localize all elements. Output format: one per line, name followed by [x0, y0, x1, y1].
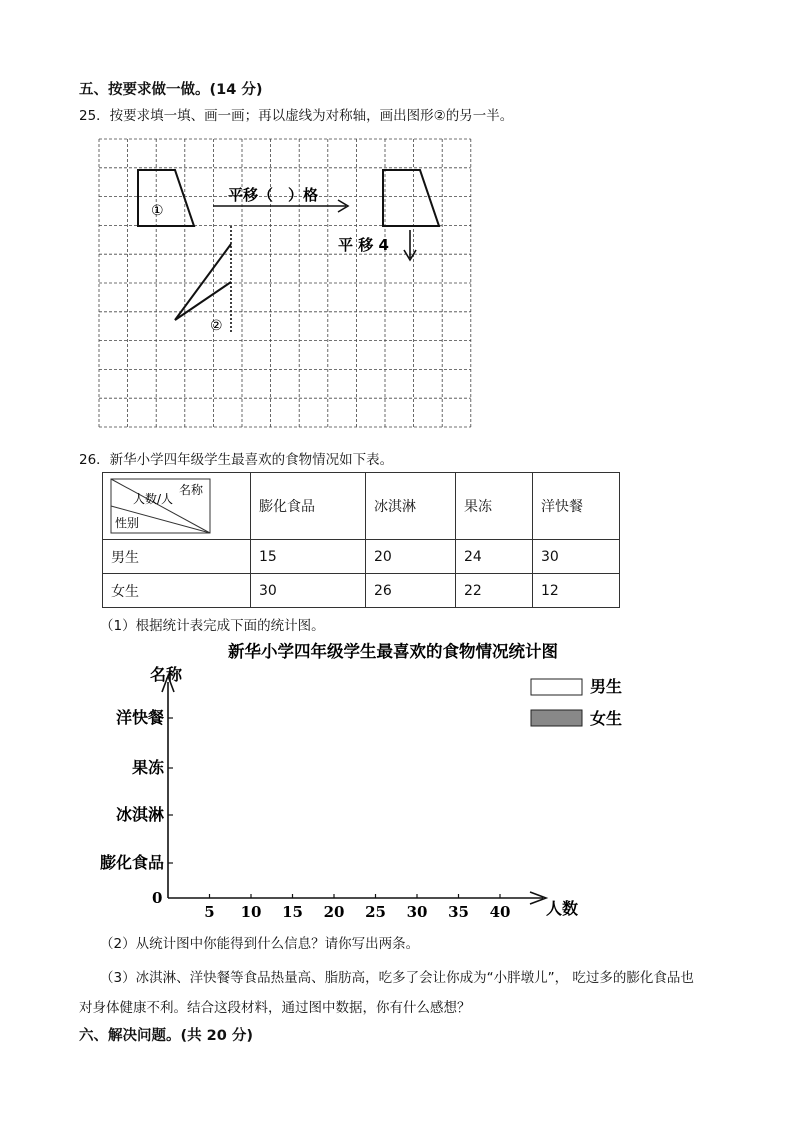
- diag-mid-label: 人数/人: [133, 492, 174, 506]
- diag-bottom-label: 性别: [115, 516, 140, 530]
- y-category-label: 膨化食品: [99, 853, 164, 872]
- translation-grid: [98, 138, 478, 432]
- x-tick-label: 35: [448, 903, 469, 921]
- trapezoid-shape-translated: [383, 170, 439, 226]
- column-header: 果冻: [456, 473, 533, 540]
- y-category-label: 洋快餐: [115, 708, 164, 727]
- table-row: [103, 540, 620, 574]
- legend-swatch-female: [531, 710, 582, 726]
- origin-label: 0: [152, 889, 163, 907]
- section5-title: 五、按要求做一做。(14 分): [79, 82, 263, 98]
- shape-2-label: ②: [210, 318, 223, 334]
- food-preference-table: [102, 472, 620, 608]
- table-diagonal-header: [103, 473, 251, 540]
- column-header: 膨化食品: [251, 473, 366, 540]
- x-tick-label: 30: [406, 903, 428, 921]
- x-tick-label: 40: [489, 903, 511, 921]
- x-tick-label: 20: [323, 903, 345, 921]
- table-cell: 15: [251, 540, 366, 574]
- table-cell: 20: [366, 540, 456, 574]
- chart-title: 新华小学四年级学生最喜欢的食物情况统计图: [228, 642, 558, 661]
- x-tick-label: 15: [282, 903, 303, 921]
- translate-down-label: 平 移 4: [338, 236, 389, 254]
- column-header: 洋快餐: [533, 473, 620, 540]
- legend-swatch-male: [531, 679, 582, 695]
- column-header: 冰淇淋: [366, 473, 456, 540]
- row-label: 男生: [103, 540, 251, 574]
- table-row: [103, 574, 620, 608]
- y-category-label: 果冻: [131, 758, 164, 777]
- sub-question-1: （1）根据统计表完成下面的统计图。: [100, 618, 325, 634]
- sub-question-2: （2）从统计图中你能得到什么信息？请你写出两条。: [100, 936, 420, 952]
- food-bar-chart: [0, 636, 794, 926]
- translate-right-label: 平移（ ）格: [228, 186, 319, 204]
- x-tick-label: 25: [365, 903, 386, 921]
- x-tick-label: 10: [240, 903, 262, 921]
- y-axis-label: 名称: [150, 665, 183, 684]
- sub-question-3-line1: （3）冰淇淋、洋快餐等食品热量高、脂肪高，吃多了会让你成为“小胖墩儿”， 吃过多的膨化食品也: [100, 970, 694, 986]
- table-cell: 12: [533, 574, 620, 608]
- trapezoid-shape-1: [138, 170, 194, 226]
- diag-top-label: 名称: [179, 483, 204, 497]
- x-axis-label: 人数: [546, 899, 579, 918]
- section6-title: 六、解决问题。(共 20 分): [79, 1028, 254, 1044]
- legend-label-male: 男生: [590, 677, 623, 696]
- sub-question-3-line2: 对身体健康不利。结合这段材料，通过图中数据，你有什么感想？: [79, 1000, 471, 1016]
- shape-2-half: [175, 244, 231, 320]
- question-26: 26．新华小学四年级学生最喜欢的食物情况如下表。: [79, 452, 394, 468]
- table-cell: 30: [251, 574, 366, 608]
- shape-1-label: ①: [151, 203, 164, 219]
- table-cell: 22: [456, 574, 533, 608]
- x-tick-label: 5: [204, 903, 215, 921]
- table-cell: 30: [533, 540, 620, 574]
- table-cell: 24: [456, 540, 533, 574]
- question-25: 25．按要求填一填、画一画；再以虚线为对称轴，画出图形②的另一半。: [79, 108, 514, 124]
- row-label: 女生: [103, 574, 251, 608]
- legend-label-female: 女生: [590, 709, 623, 728]
- y-category-label: 冰淇淋: [115, 805, 164, 824]
- table-cell: 26: [366, 574, 456, 608]
